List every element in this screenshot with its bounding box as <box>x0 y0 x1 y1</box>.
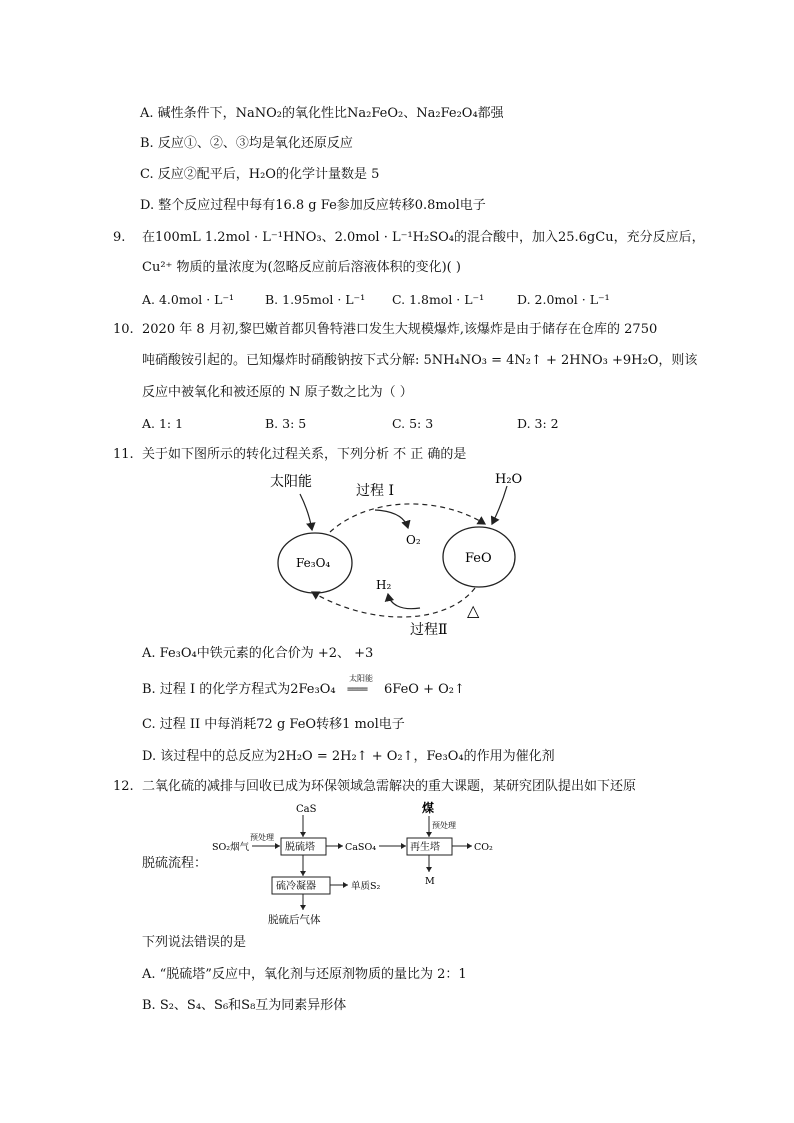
co2-label: CO₂ <box>474 842 493 853</box>
q12-stem-line3: 下列说法错误的是 <box>142 935 247 950</box>
q10-number: 10. <box>113 322 134 337</box>
q10-stem-line1: 2020 年 8 月初,黎巴嫩首都贝鲁特港口发生大规模爆炸,该爆炸是由于储存在仓库的 2750 <box>142 322 658 337</box>
cas-label: CaS <box>296 804 317 815</box>
desulfurization-flow-diagram <box>210 800 510 928</box>
condenser-label: 硫冷凝器 <box>276 881 316 892</box>
pretreat2-label: 预处理 <box>432 821 456 830</box>
q8-option-c: C. 反应②配平后，H₂O的化学计量数是 5 <box>140 167 380 182</box>
process2-label: 过程Ⅱ <box>410 622 448 638</box>
h2-label: H₂ <box>376 578 392 592</box>
q11-option-a: A. Fe₃O₄中铁元素的化合价为 +2、 +3 <box>142 646 374 661</box>
q8-option-b: B. 反应①、②、③均是氧化还原反应 <box>140 136 353 151</box>
q9-option-b: B. 1.95mol · L⁻¹ <box>265 292 366 307</box>
fe-oxide-cycle-diagram <box>270 466 540 642</box>
q12-option-b: B. S₂、S₄、S₆和S₈互为同素异形体 <box>142 998 347 1013</box>
q9-stem-line2: Cu²⁺ 物质的量浓度为(忽略反应前后溶液体积的变化)( ) <box>142 260 461 275</box>
q11-option-c: C. 过程 II 中每消耗72 g FeO转移1 mol电子 <box>142 717 405 732</box>
q9-number: 9. <box>113 230 126 245</box>
process1-label: 过程 I <box>356 483 394 499</box>
q12-stem-line1: 二氧化硫的减排与回收已成为环保领域急需解决的重大课题，某研究团队提出如下还原 <box>142 779 637 794</box>
q9-option-d: D. 2.0mol · L⁻¹ <box>517 292 610 307</box>
q11-stem: 关于如下图所示的转化过程关系，下列分析 不 正 确的是 <box>142 447 467 462</box>
coal-label: 煤 <box>422 801 435 815</box>
o2-label: O₂ <box>406 533 421 547</box>
q10-stem-line3: 反应中被氧化和被还原的 N 原子数之比为（ ） <box>142 385 413 400</box>
q11-option-b-pre: B. 过程 I 的化学方程式为2Fe₃O₄ <box>142 682 336 697</box>
h2-arrow <box>388 594 420 609</box>
q8-option-a: A. 碱性条件下，NaNO₂的氧化性比Na₂FeO₂、Na₂Fe₂O₄都强 <box>140 106 504 121</box>
feo-label: FeO <box>465 551 492 566</box>
q10-option-b: B. 3: 5 <box>265 416 307 431</box>
q11-number: 11. <box>113 447 134 462</box>
q11-b-condition: 太阳能 <box>349 674 373 683</box>
q10-option-d: D. 3: 2 <box>517 416 559 431</box>
q9-option-a: A. 4.0mol · L⁻¹ <box>142 292 235 307</box>
tower-label: 脱硫塔 <box>285 842 315 853</box>
q8-option-d: D. 整个反应过程中每有16.8 g Fe参加反应转移0.8mol电子 <box>140 198 486 213</box>
q12-flow-label: 脱硫流程： <box>142 856 208 871</box>
q9-option-c: C. 1.8mol · L⁻¹ <box>392 292 485 307</box>
q11-option-d: D. 该过程中的总反应为2H₂O = 2H₂↑ + O₂↑，Fe₃O₄的作用为催化剂 <box>142 749 555 764</box>
q9-stem-line1: 在100mL 1.2mol · L⁻¹HNO₃、2.0mol · L⁻¹H₂SO₄的混合酸中，加入25.6gCu，充分反应后， <box>142 230 705 245</box>
caso4-label: CaSO₄ <box>345 842 377 853</box>
gas-label: 脱硫后气体 <box>268 914 321 926</box>
q12-option-a: A. “脱硫塔”反应中，氧化剂与还原剂物质的量比为 2：1 <box>142 967 467 982</box>
h2o-arrow <box>492 486 507 524</box>
q11-b-equals: ==== <box>347 684 368 695</box>
m-label: M <box>425 876 435 887</box>
solar-label: 太阳能 <box>270 474 312 490</box>
process2-arc <box>312 588 475 617</box>
fe3o4-label: Fe₃O₄ <box>296 556 331 570</box>
s2-label: 单质S₂ <box>351 881 381 892</box>
q10-option-a: A. 1: 1 <box>142 416 184 431</box>
regen-label: 再生塔 <box>410 842 440 853</box>
o2-arrow <box>375 510 408 528</box>
h2o-label: H₂O <box>495 472 523 487</box>
q11-option-b-post: 6FeO + O₂↑ <box>384 682 465 697</box>
heat-symbol: △ <box>467 601 480 620</box>
q10-stem-line2: 吨硝酸铵引起的。已知爆炸时硝酸钠按下式分解: 5NH₄NO₃ = 4N₂↑ + 2HNO₃ +9H₂O，则该 <box>142 353 698 368</box>
q10-option-c: C. 5: 3 <box>392 416 434 431</box>
solar-arrow <box>300 494 312 530</box>
pretreat1-label: 预处理 <box>250 833 274 842</box>
so2-label: SO₂烟气 <box>212 842 250 853</box>
q12-number: 12. <box>113 779 134 794</box>
